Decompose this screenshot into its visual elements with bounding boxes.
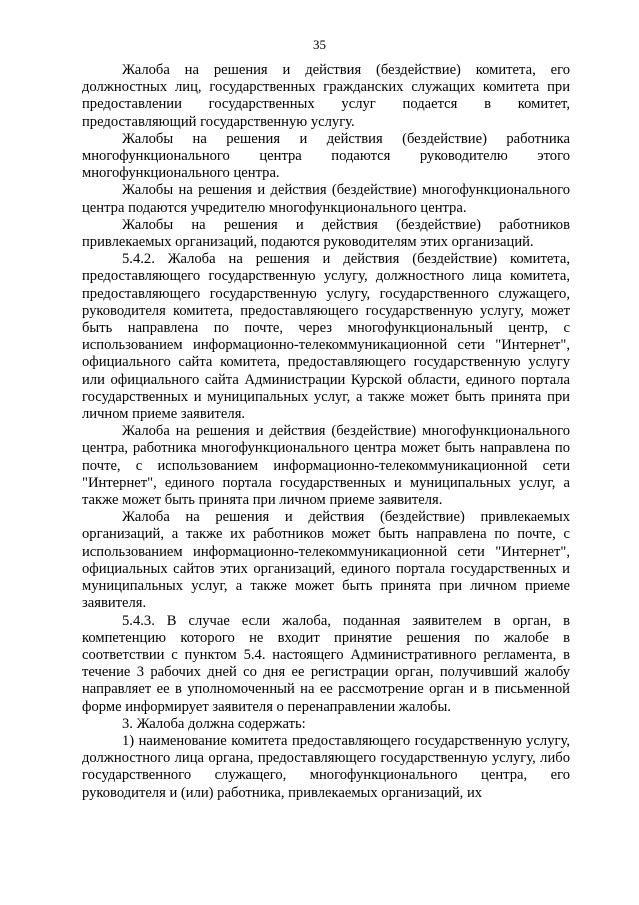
paragraph-complaint-organizations-channels: Жалоба на решения и действия (бездействие) привлекаемых организаций, а также их работников может быть направлена по почте, с использованием информационно-телекоммуникационной сети "Интернет", официальных сайтов этих организаций, единого портала государственных и муниципальных услуг, а также может быть принята при личном приеме заявителя. xyxy=(82,509,570,612)
paragraph-contents-item-1: 1) наименование комитета предоставляющего государственную услугу, должностного лица органа, предоставляющего государственную услугу, либо государственного служащего, многофункционального центра, его руководителя и (или) работника, привлекаемых организаций, их xyxy=(82,732,570,801)
paragraph-5-4-2: 5.4.2. Жалоба на решения и действия (бездействие) комитета, предоставляющего государственную услугу, должностного лица комитета, предоставляющего государственную услугу, государственного служащего, руководителя комитета, предоставляющего государственную услугу, может быть направлена по почте, через многофункциональный центр, с использованием информационно-телекоммуникационной сети "Интернет", официального сайта комитета, предоставляющего государственную услугу или официального сайта Администрации Курской области, единого портала государственных и муниципальных услуг, а также может быть принята при личном приеме заявителя. xyxy=(82,251,570,423)
paragraph-complaint-committee: Жалоба на решения и действия (бездействие) комитета, его должностных лиц, государственных гражданских служащих комитета при предоставлении государственных услуг подается в комитет, предоставляющий государственную услугу. xyxy=(82,62,570,130)
document-body xyxy=(82,62,570,802)
paragraph-complaint-mfc: Жалобы на решения и действия (бездействие) многофункционального центра подаются учредителю многофункционального центра. xyxy=(82,182,570,216)
paragraph-complaint-organizations: Жалобы на решения и действия (бездействие) работников привлекаемых организаций, подаются руководителям этих организаций. xyxy=(82,216,570,251)
paragraph-complaint-contents-heading: 3. Жалоба должна содержать: xyxy=(122,715,306,732)
paragraph-5-4-3: 5.4.3. В случае если жалоба, поданная заявителем в орган, в компетенцию которого не входит принятие решения по жалобе в соответствии с пунктом 5.4. настоящего Административного регламента, в течение 3 рабочих дней со дня ее регистрации орган, получивший жалобу направляет ее в уполномоченный на ее рассмотрение орган и в письменной форме информирует заявителя о перенаправлении жалобы. xyxy=(82,612,570,715)
page-number: 35 xyxy=(313,37,326,52)
paragraph-complaint-mfc-channels: Жалоба на решения и действия (бездействие) многофункционального центра, работника многофункционального центра может быть направлена по почте, с использованием информационно-телекоммуникационной сети "Интернет", единого портала государственных и муниципальных услуг, а также может быть принята при личном приеме заявителя. xyxy=(82,423,570,509)
paragraph-complaint-mfc-employee: Жалобы на решения и действия (бездействие) работника многофункционального центра подаются руководителю этого многофункционального центра. xyxy=(82,130,570,182)
